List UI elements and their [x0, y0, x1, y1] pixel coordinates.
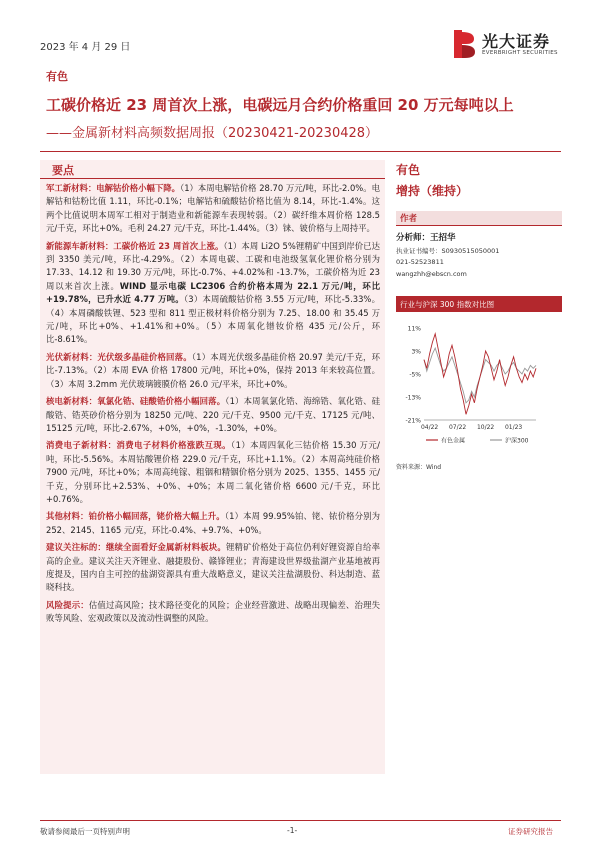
footer-report-type: 证券研究报告 — [508, 827, 553, 836]
para-nev-text: （1）本周 Li2O 5%锂精矿中国到岸价已达到 3350 美元/吨，环比-4.29%。（2）本周电碳、工碳和电池级氢氧化锂价格分别为 17.33、14.12 和 19.30 万元/吨，环比-0.7%、+4.02%和 -13.7%，工碳价格为近 23 周以来首次上涨。 — [46, 240, 380, 291]
chart-source: 资料来源：Wind — [396, 464, 442, 471]
para-pv-text: （1）本周光伏级多晶硅价格 20.97 美元/千克，环比-7.13%。（2）本周 EVA 价格 17800 元/吨，环比+0%，保持 2013 年来较高位置。（3）本周 3.2mm 光伏玻璃镀膜价格 26.0 元/平米，环比+0%。 — [46, 351, 380, 389]
para-electronics-heading: 消费电子新材料：消费电子材料价格涨跌互现。 — [46, 440, 231, 451]
y-tick-label: 11% — [407, 325, 421, 333]
title-divider — [40, 151, 561, 152]
para-nev-tail: （3）本周硫酸钴价格 3.55 万元/吨，环比-5.33%。（4）本周磷酸铁锂、523 型和 811 型正极材料价格分别为 7.25、18.00 和 35.45 万元/吨，环比+0%、+1.41%和+0%。（5）本周氧化镨钕价格 435 元/公斤，环比-8.61%。 — [46, 294, 380, 345]
para-nev-bold: WIND 显示电碳 LC2306 合约价格本周为 22.1 万元/吨，环比+19.78%，已升水近 4.77 万吨。 — [46, 280, 380, 305]
author-heading-box — [396, 211, 562, 225]
analyst-name: 分析师：王招华 — [396, 233, 456, 243]
para-other-text: （1）本周 99.95%铂、铑、铱价格分别为 252、2145、1165 元/克，环比-0.4%、+9.7%、+0%。 — [46, 511, 380, 535]
para-risk-text: 估值过高风险；技术路径变化的风险；企业经营激进、战略出现偏差、治理失败等风险、宏观政策以及流动性调整的风险。 — [46, 599, 381, 624]
report-subtitle: ——金属新材料高频数据周报（20230421-20230428） — [46, 126, 379, 141]
logo-name: 光大证券 — [482, 32, 551, 51]
report-date: 2023 年 4 月 29 日 — [40, 42, 131, 53]
para-military — [46, 182, 380, 236]
para-nuclear — [46, 395, 380, 435]
analyst-phone: 021-52523811 — [396, 258, 444, 266]
para-nuclear-text: （1）本周氧氯化锆、海绵锆、氧化锆、硅酸锆、锆英砂价格分别为 18250 元/吨、220 元/千克、9500 元/千克、17125 元/吨、15125 元/吨，环比-2.67%，+0%，+0%，-1.30%，+0%。 — [46, 396, 380, 433]
para-electronics-text: （1）本周四氧化三钴价格 15.30 万元/吨，环比-5.56%。本周钴酸锂价格 229.0 元/千克，环比+1.1%。（2）本周高纯硅价格 7900 元/吨，环比+0%；本周高纯镓、粗铟和精铟价格分别为 2025、1355、1455 元/千克，分别环比+2.53%、+0%、+0%；本周二氧化锗价格 6600 元/千克，环比+0.76%。 — [46, 440, 380, 504]
para-other-heading: 其他材料：铂价格小幅回落，铑价格大幅上升。 — [46, 511, 225, 522]
summary-content — [46, 182, 380, 626]
para-recommend — [46, 541, 380, 595]
x-tick-label: 01/23 — [504, 424, 523, 431]
logo-english: EVERBRIGHT SECURITIES — [482, 50, 558, 56]
para-nev — [46, 240, 380, 347]
para-recommend-heading: 建议关注标的：继续全面看好金属新材料板块。 — [46, 542, 226, 553]
para-electronics — [46, 439, 380, 506]
summary-heading-box — [40, 160, 385, 178]
series-line — [424, 334, 536, 415]
para-other — [46, 510, 380, 537]
para-risk — [46, 599, 380, 626]
summary-divider — [40, 178, 385, 179]
summary-heading: 要点 — [52, 164, 74, 177]
y-tick-label: -5% — [409, 371, 421, 379]
author-heading: 作者 — [400, 214, 418, 224]
x-tick-label: 07/22 — [448, 424, 467, 431]
author-divider — [396, 225, 562, 226]
y-tick-label: -21% — [405, 417, 421, 425]
y-tick-label: -13% — [405, 394, 421, 402]
x-tick-label: 10/22 — [476, 424, 495, 431]
footer-divider — [40, 820, 561, 821]
everbright-logo-icon — [452, 28, 476, 60]
report-title: 工碳价格近 23 周首次上涨，电碳远月合约价格重回 20 万元每吨以上 — [46, 96, 514, 114]
sidebar-sector: 有色 — [396, 163, 421, 177]
sector-label: 有色 — [46, 70, 68, 83]
analyst-email[interactable]: wangzhh@ebscn.com — [396, 270, 467, 278]
para-military-heading: 军工新材料：电解钴价格小幅下降。 — [46, 183, 181, 193]
footer-disclaimer: 敬请参阅最后一页特别声明 — [40, 827, 130, 836]
chart-heading-box — [396, 296, 562, 312]
legend-label: 沪深300 — [505, 437, 529, 445]
chart-heading: 行业与沪深 300 指数对比图 — [400, 300, 495, 309]
para-military-text: （1）本周电解钴价格 28.70 万元/吨，环比-2.0%。电解钴和钴粉比值 1.11，环比-0.1%；电解钴和硫酸钴价格比值为 8.14，环比-1.4%。这两个比值说明本周军工相对于制造业和新能源车表现转弱。（2）碳纤维本周价格 128.5 元/千克，环比+0%。毛利 24.27 元/千克，环比-1.44%。（3）铼、铍价格与上周持平。 — [46, 183, 380, 234]
y-tick-label: 3% — [411, 348, 421, 356]
para-recommend-text: 锂精矿价格处于高位仍利好锂资源自给率高的企业。建议关注天齐锂业、融捷股份、赣锋锂业；青海建设世界级盐湖产业基地被再度提及，国内自主可控的盐湖资源具有重大战略意义，建议关注盐湖股份、科达制造、蓝晓科技。 — [46, 542, 381, 593]
analyst-cert: 执业证书编号：S0930515050001 — [396, 247, 500, 255]
para-pv — [46, 351, 380, 391]
page-number: -1- — [287, 826, 298, 835]
para-pv-heading: 光伏新材料：光伏级多晶硅价格回落。 — [46, 351, 192, 362]
para-risk-heading: 风险提示： — [46, 599, 89, 610]
legend-label: 有色金属 — [441, 437, 466, 445]
x-tick-label: 04/22 — [420, 424, 439, 431]
rating-label: 增持（维持） — [396, 184, 469, 198]
para-nuclear-heading: 核电新材料：氧氯化锆、硅酸锆价格小幅回落。 — [46, 396, 226, 407]
index-comparison-chart — [396, 320, 562, 460]
para-nev-heading: 新能源车新材料：工碳价格近 23 周首次上涨。 — [46, 240, 224, 251]
